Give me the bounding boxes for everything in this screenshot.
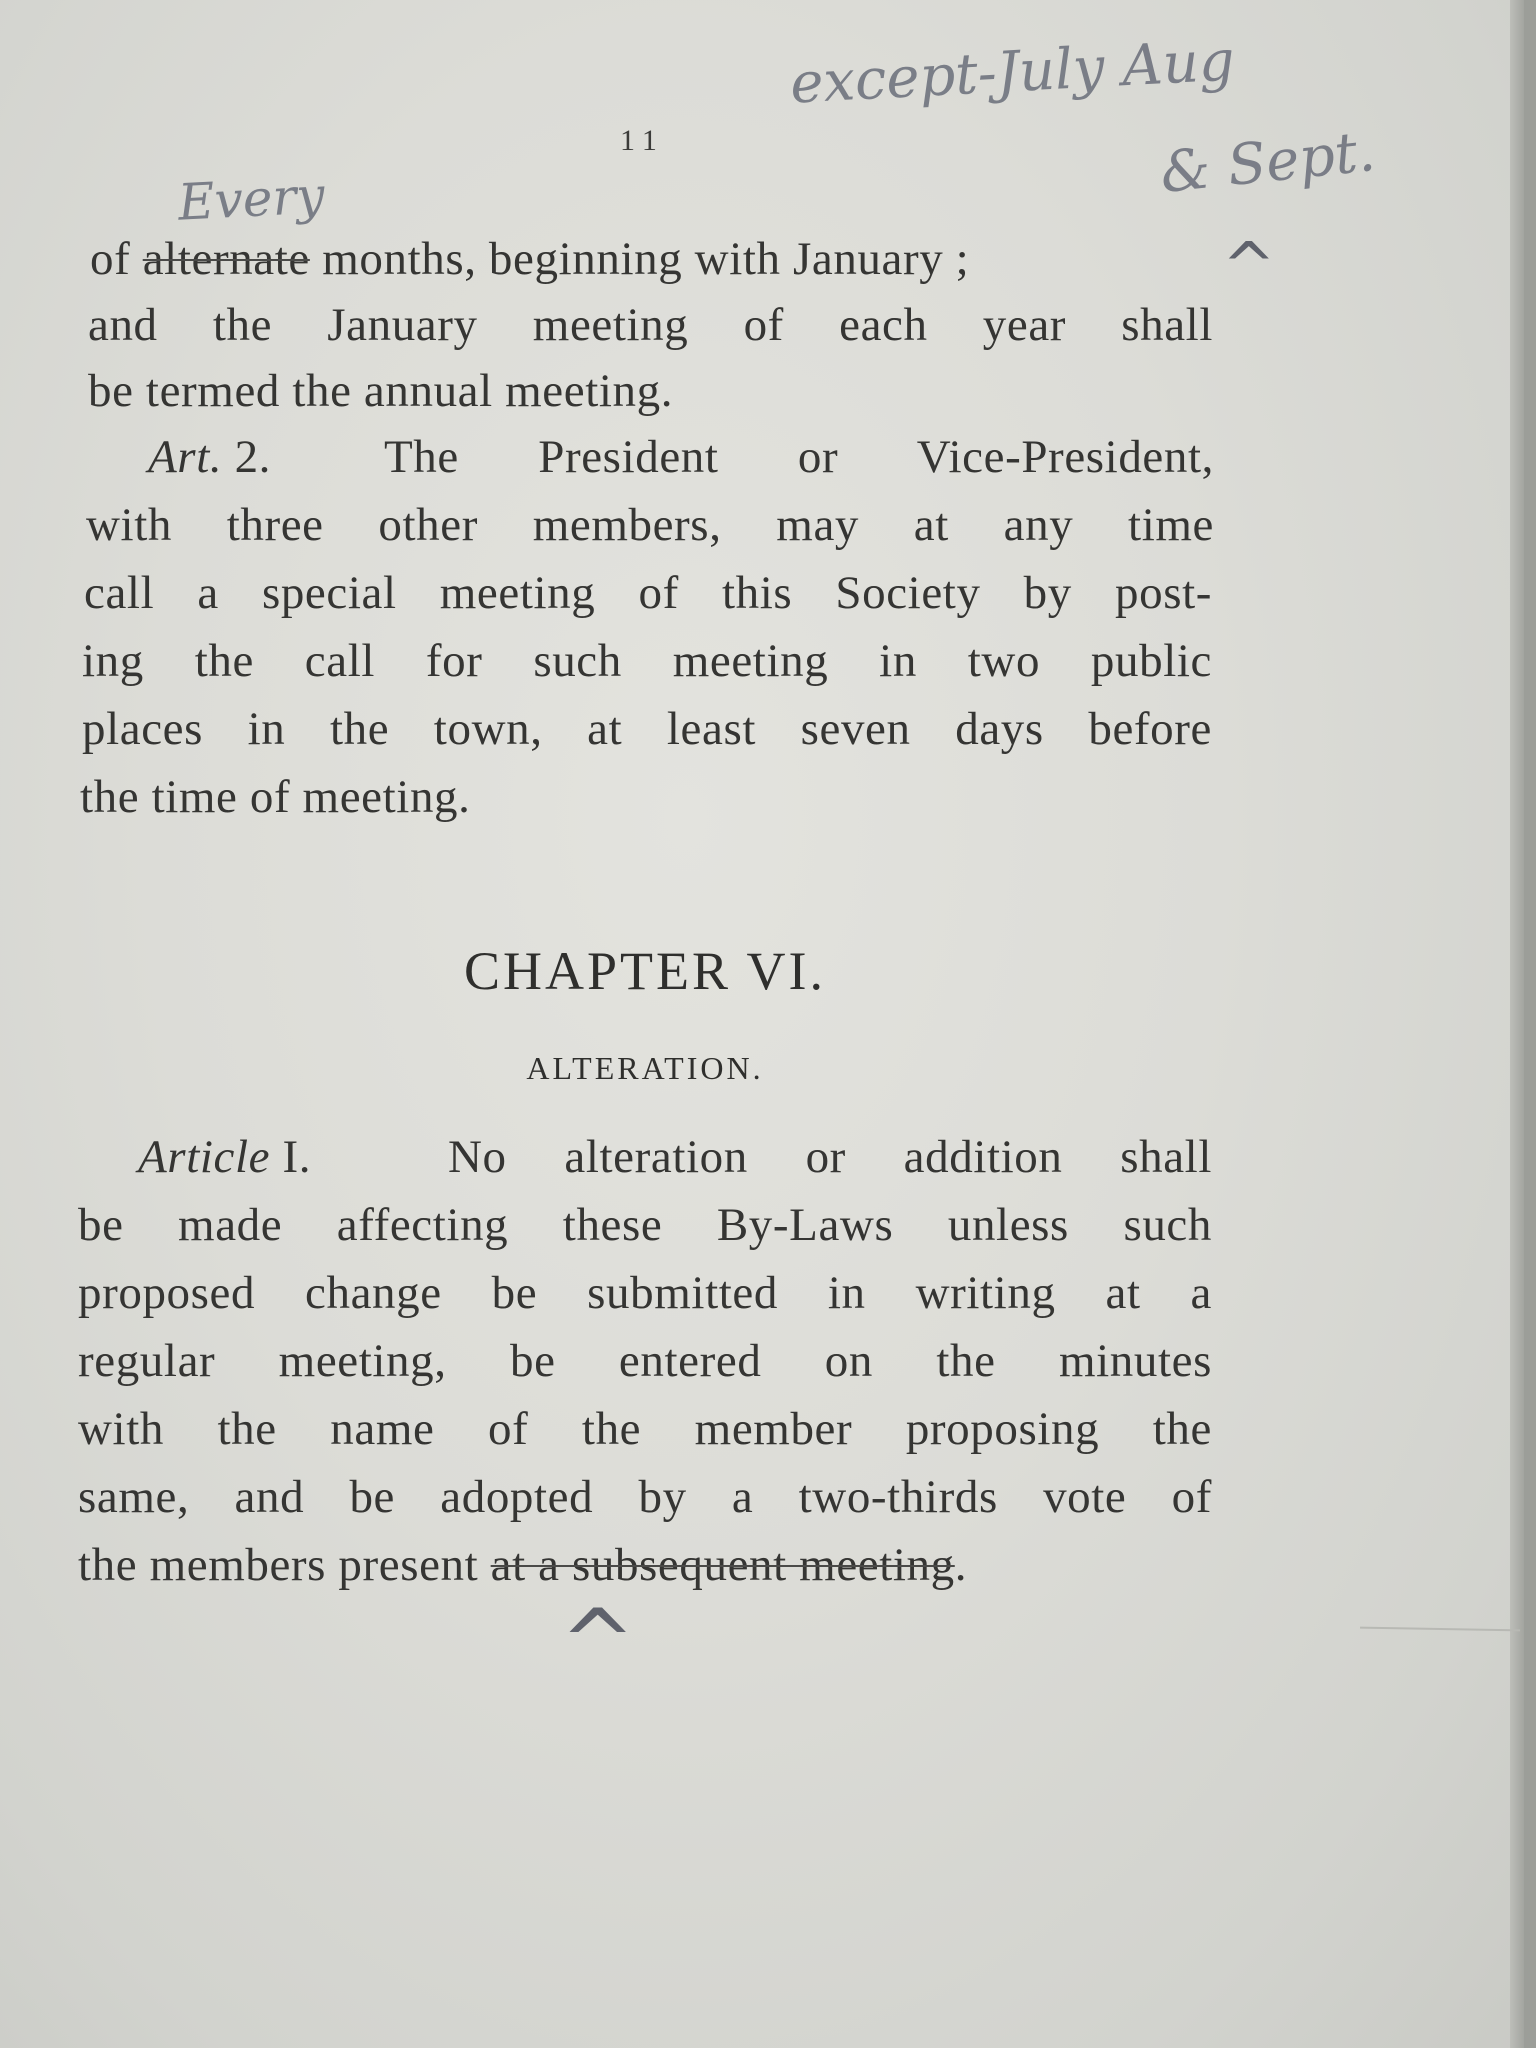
article-number: 2. <box>222 431 272 483</box>
text-line: proposed change be submitted in writing at a <box>78 1267 1212 1319</box>
text-line: regular meeting, be entered on the minutes <box>78 1335 1212 1387</box>
text-line: be made affecting these By-Laws unless such <box>78 1199 1212 1251</box>
text-line: No alteration or addition shall <box>448 1131 1212 1183</box>
text-line: same, and be adopted by a two-thirds vote of <box>78 1471 1212 1523</box>
text-line: the time of meeting. <box>80 771 471 823</box>
insertion-caret-bottom: ^ <box>560 1590 636 1695</box>
text-line: with three other members, may at any time <box>86 499 1214 551</box>
text-line: call a special meeting of this Society by post- <box>84 567 1212 619</box>
text-line: The President or Vice-President, <box>384 431 1214 483</box>
page-number: 11 <box>620 124 665 157</box>
handwritten-note-line-2: & Sept. <box>1157 118 1379 207</box>
text-line: with the name of the member proposing the <box>78 1403 1212 1455</box>
text-fragment: . <box>954 1539 968 1591</box>
text-line: ing the call for such meeting in two public <box>82 635 1212 687</box>
text-fragment: of <box>90 233 143 285</box>
insertion-caret-top: ^ <box>1222 230 1276 304</box>
handwritten-note-line-1: except-July Aug <box>788 28 1237 117</box>
page-tear <box>1360 1627 1520 1636</box>
text-line: and the January meeting of each year shall <box>88 299 1213 351</box>
text-fragment: months, beginning with January ; <box>309 233 970 285</box>
page-edge <box>1510 0 1524 2048</box>
struck-word-alternate: alternate <box>142 233 310 285</box>
text-line <box>90 232 969 286</box>
article-label: Article <box>138 1131 271 1183</box>
struck-phrase: at a subsequent meeting <box>490 1539 955 1591</box>
text-line: places in the town, at least seven days before <box>82 703 1212 755</box>
article-2-first-line <box>148 430 271 484</box>
article-label: Art. <box>148 431 223 483</box>
article-number: I. <box>270 1131 312 1183</box>
article-1-first-line <box>138 1130 311 1184</box>
handwritten-insert-every: Every <box>176 166 326 232</box>
chapter-subtitle: ALTERATION. <box>526 1050 764 1086</box>
text-line: be termed the annual meeting. <box>88 365 674 417</box>
chapter-title: CHAPTER VI. <box>463 941 827 1001</box>
text-fragment: the members present <box>78 1539 491 1591</box>
text-line <box>78 1538 967 1592</box>
